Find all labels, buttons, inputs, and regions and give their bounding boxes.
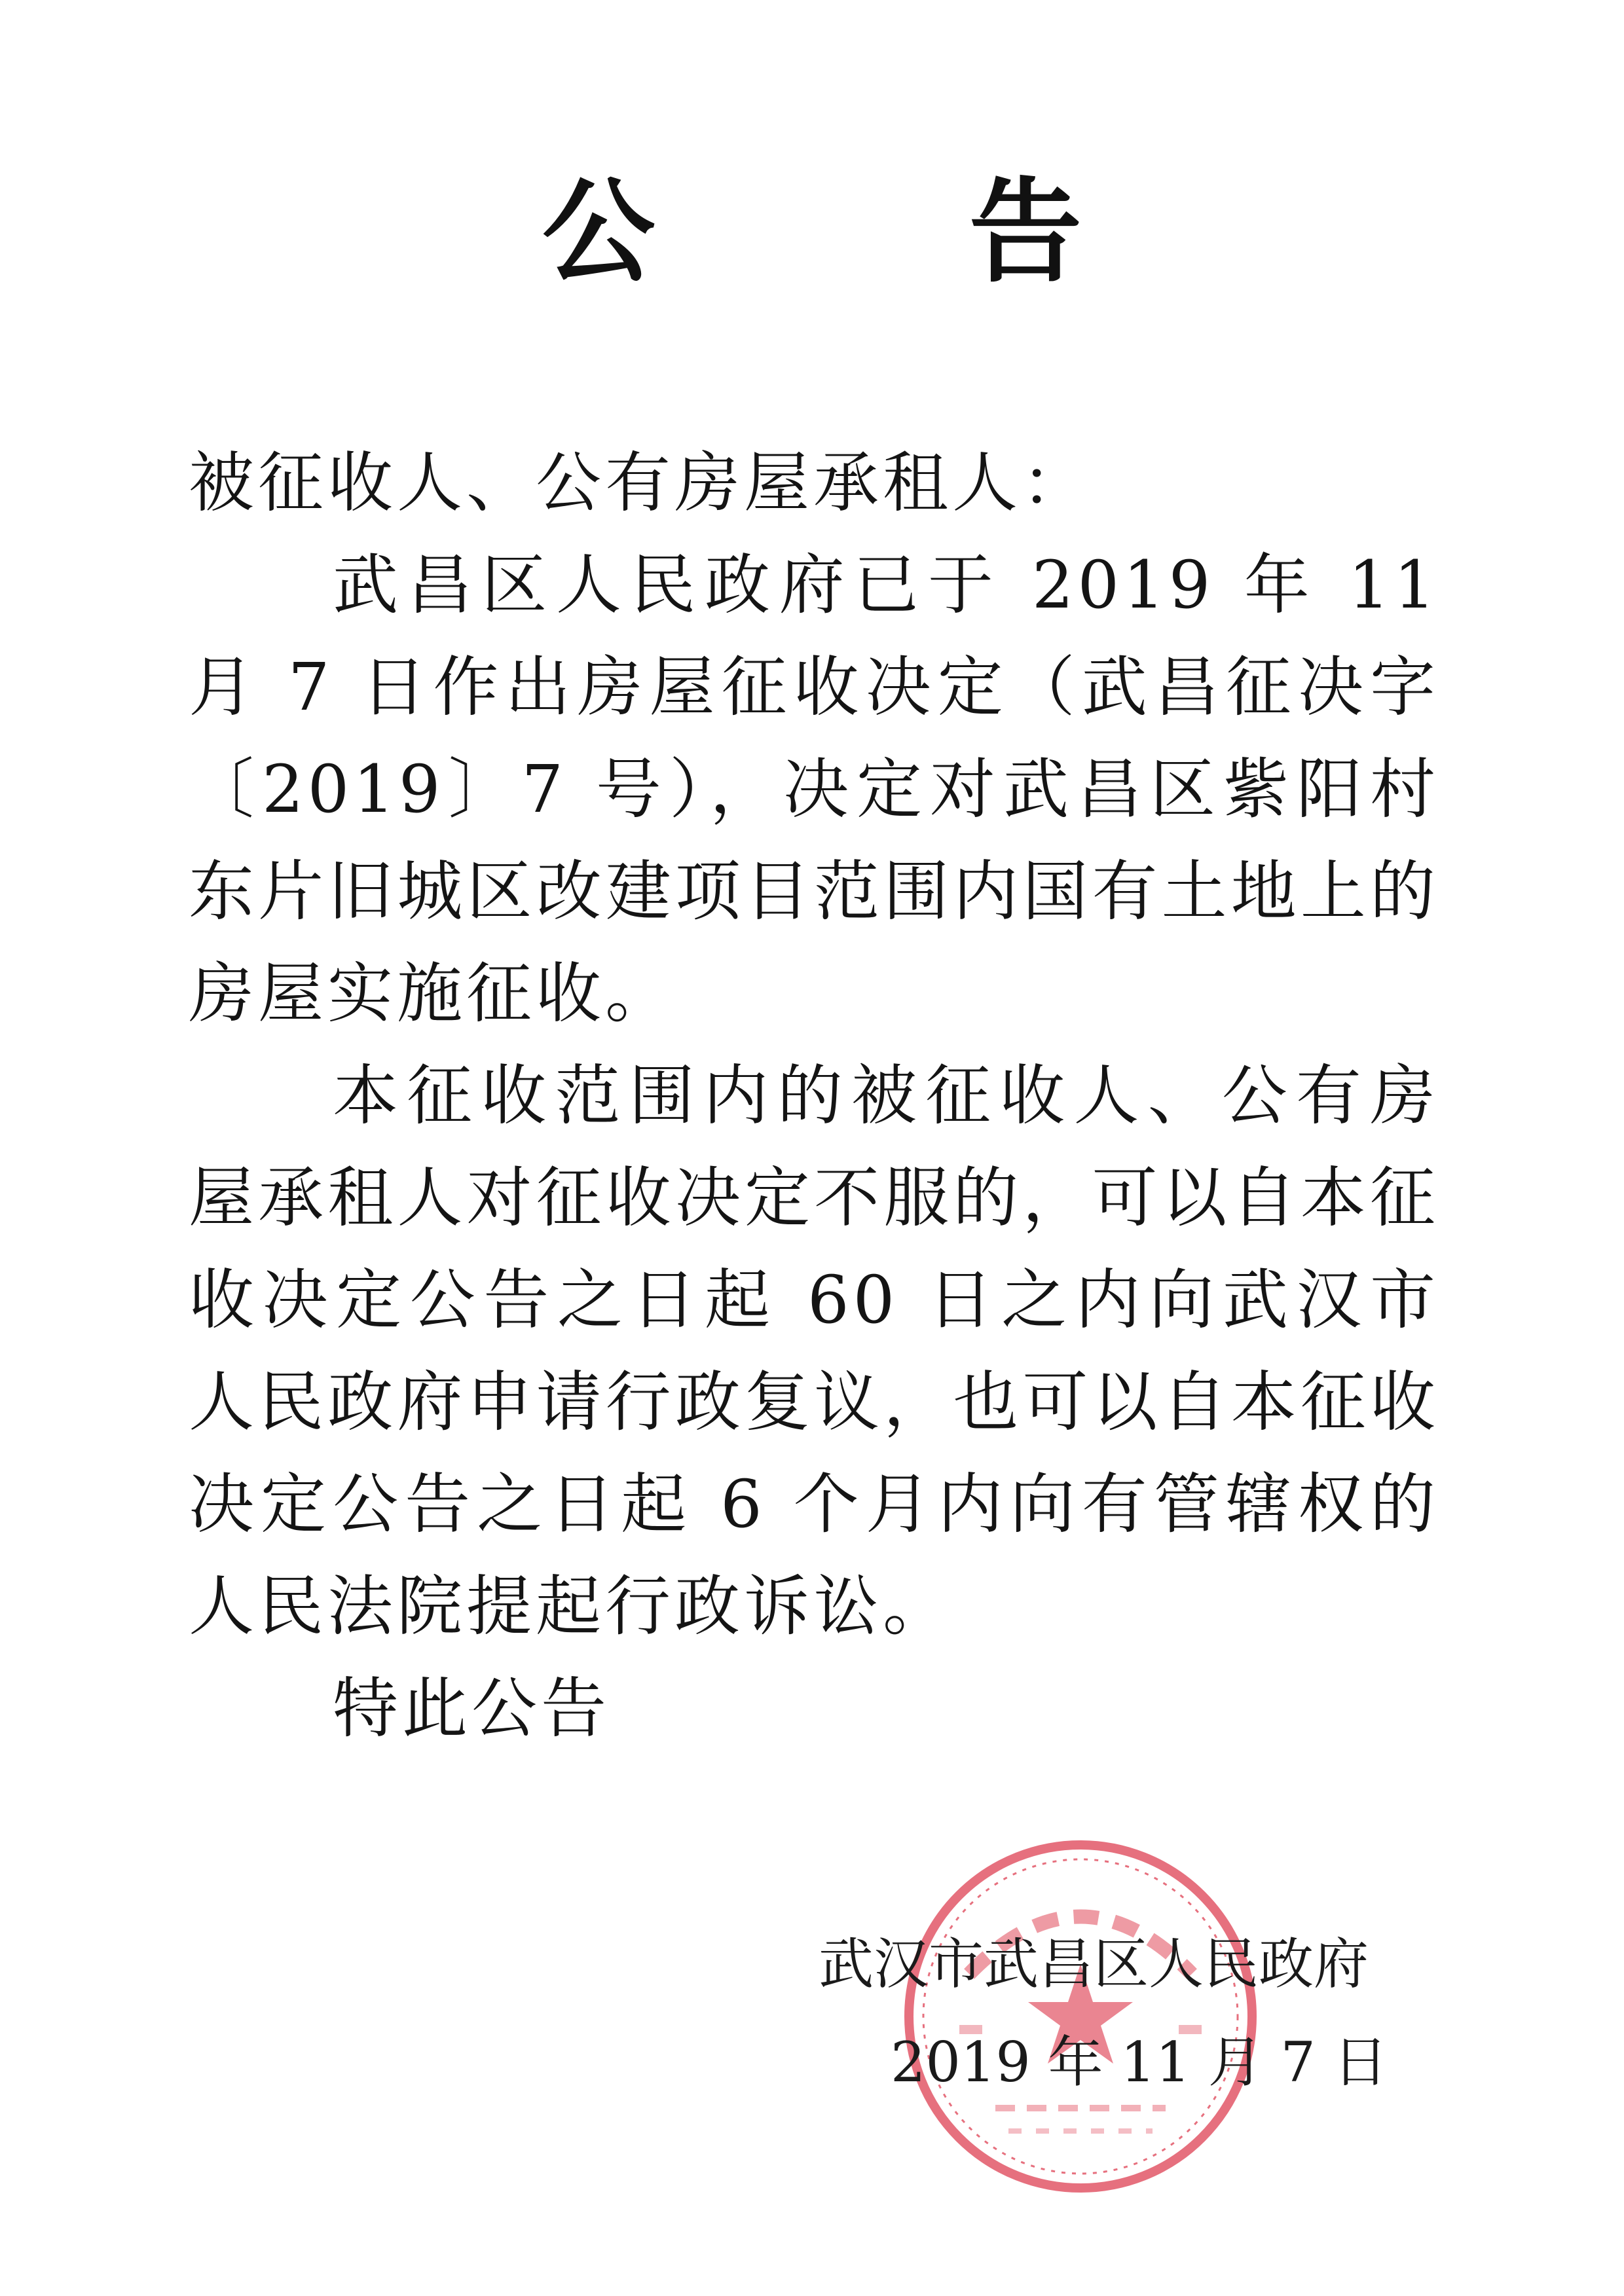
closing-line: 特此公告: [333, 1670, 610, 1747]
issuing-organization: 武汉市武昌区人民政府: [819, 1932, 1369, 1996]
paragraph-decision: 武昌区人民政府已于 2019 年 11 月 7 日作出房屋征收决定（武昌征决字〔2019〕7 号），决定对武昌区紫阳村东片旧城区改建项目范围内国有土地上的房屋实施征收。: [189, 547, 1439, 1032]
notice-body: [189, 432, 1439, 1760]
paragraph-appeal: 本征收范围内的被征收人、公有房屋承租人对征收决定不服的，可以自本征收决定公告之日起 60 日之内向武汉市人民政府申请行政复议，也可以自本征收决定公告之日起 6 个月内向有管辖权的人民法院提起行政诉讼。: [189, 1057, 1439, 1645]
issue-date: 2019 年 11 月 7 日: [891, 2030, 1388, 2094]
signature-block: [819, 1915, 1421, 2111]
page-title: 公 告: [542, 166, 1219, 298]
salutation: 被征收人、公有房屋承租人：: [189, 445, 1091, 521]
